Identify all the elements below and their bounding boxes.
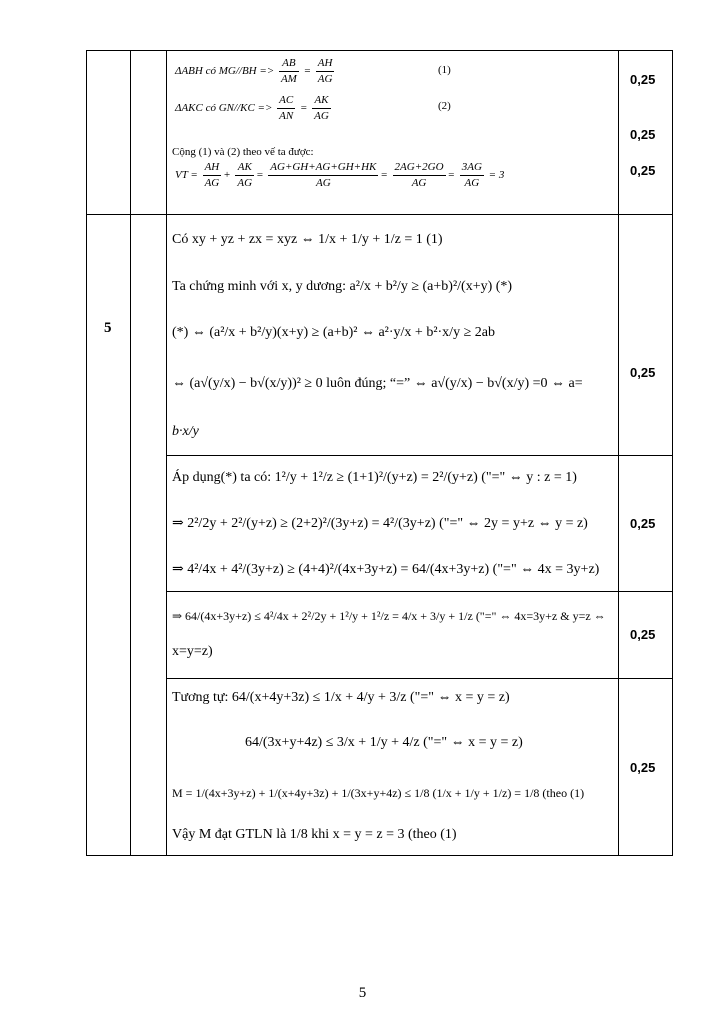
q5-p3-line2: x=y=z) (172, 644, 213, 659)
score-q5-2: 0,25 (630, 516, 656, 531)
col-line-4 (672, 50, 673, 855)
score-q5-1: 0,25 (630, 365, 656, 380)
question-number: 5 (104, 320, 112, 336)
row-divider-p3 (166, 591, 673, 592)
q5-p4-line2: 64/(3x+y+4z) ≤ 3/x + 1/y + 4/z ("=" ⇔ x = y = z) (245, 735, 523, 750)
row-divider-p2 (166, 455, 673, 456)
q5-p1-line1: Có xy + yz + zx = xyz ⇔ 1/x + 1/y + 1/z = 1 (1) (172, 232, 443, 247)
table-top-border (86, 50, 673, 51)
top-line4: VT = $\frac{AH}{AG}$ + $\frac{AK}{AG}$ = $\frac{AG+GH+AG+GH+HK}{AG}$ = $\frac{2AG+2GO}{AG}$ = $\frac{3AG}{AG}$ = 3 (175, 161, 505, 189)
row-divider-p4 (166, 678, 673, 679)
q5-p2-line3: ⇒ 4²/4x + 4²/(3y+z) ≥ (4+4)²/(4x+3y+z) = 64/(4x+3y+z) ("=" ⇔ 4x = 3y+z) (172, 562, 600, 577)
col-line-3 (618, 50, 619, 855)
page-number: 5 (358, 985, 367, 1001)
col-line-1 (130, 50, 131, 855)
q5-p4-line1: Tương tự: 64/(x+4y+3z) ≤ 1/x + 4/y + 3/z ("=" ⇔ x = y = z) (172, 690, 510, 705)
table-bottom-border (86, 855, 673, 856)
q5-p2-line1: Áp dụng(*) ta có: 1²/y + 1²/z ≥ (1+1)²/(y+z) = 2²/(y+z) ("=" ⇔ y : z = 1) (172, 470, 577, 485)
top-line2-tag: (2) (438, 100, 451, 112)
score-top-3: 0,25 (630, 163, 656, 178)
q5-p1-line2: Ta chứng minh với x, y dương: a²/x + b²/y ≥ (a+b)²/(x+y) (*) (172, 279, 513, 294)
q5-p2-line2: ⇒ 2²/2y + 2²/(y+z) ≥ (2+2)²/(3y+z) = 4²/(3y+z) ("=" ⇔ 2y = y+z ⇔ y = z) (172, 516, 588, 531)
q5-p3-line1: ⇒ 64/(4x+3y+z) ≤ 4²/4x + 2²/2y + 1²/y + 1²/z = 4/x + 3/y + 1/z ("=" ⇔ 4x=3y+z & y=z ⇔ (172, 609, 606, 623)
top-line2: ΔAKC có GN//KC => $\frac{AC}{AN}$ = $\frac{AK}{AG}$ (175, 94, 329, 122)
q5-p1-line4: ⇔ (a√(y/x) − b√(x/y))² ≥ 0 luôn đúng; “=” ⇔ a√(y/x) − b√(x/y) =0 ⇔ a= (172, 376, 583, 391)
score-q5-4: 0,25 (630, 760, 656, 775)
q5-p1-line5: b·x/y (172, 424, 199, 439)
col-line-2 (166, 50, 167, 855)
q5-p4-line3: M = 1/(4x+3y+z) + 1/(x+4y+3z) + 1/(3x+y+4z) ≤ 1/8 (1/x + 1/y + 1/z) = 1/8 (theo (1) (172, 786, 585, 800)
top-line1-tag: (1) (438, 64, 451, 76)
top-line3: Cộng (1) và (2) theo vế ta được: (172, 146, 314, 158)
row-divider-q5 (86, 214, 673, 215)
score-q5-3: 0,25 (630, 627, 656, 642)
score-top-2: 0,25 (630, 127, 656, 142)
col-line-0 (86, 50, 87, 855)
q5-p1-line3: (*) ⇔ (a²/x + b²/y)(x+y) ≥ (a+b)² ⇔ a²·y/x + b²·x/y ≥ 2ab (172, 325, 495, 340)
top-line1: ΔABH có MG//BH => $\frac{AB}{AM}$ = $\frac{AH}{AG}$ (175, 57, 333, 85)
score-top-1: 0,25 (630, 72, 656, 87)
q5-p4-line4: Vậy M đạt GTLN là 1/8 khi x = y = z = 3 (theo (1) (172, 827, 457, 842)
